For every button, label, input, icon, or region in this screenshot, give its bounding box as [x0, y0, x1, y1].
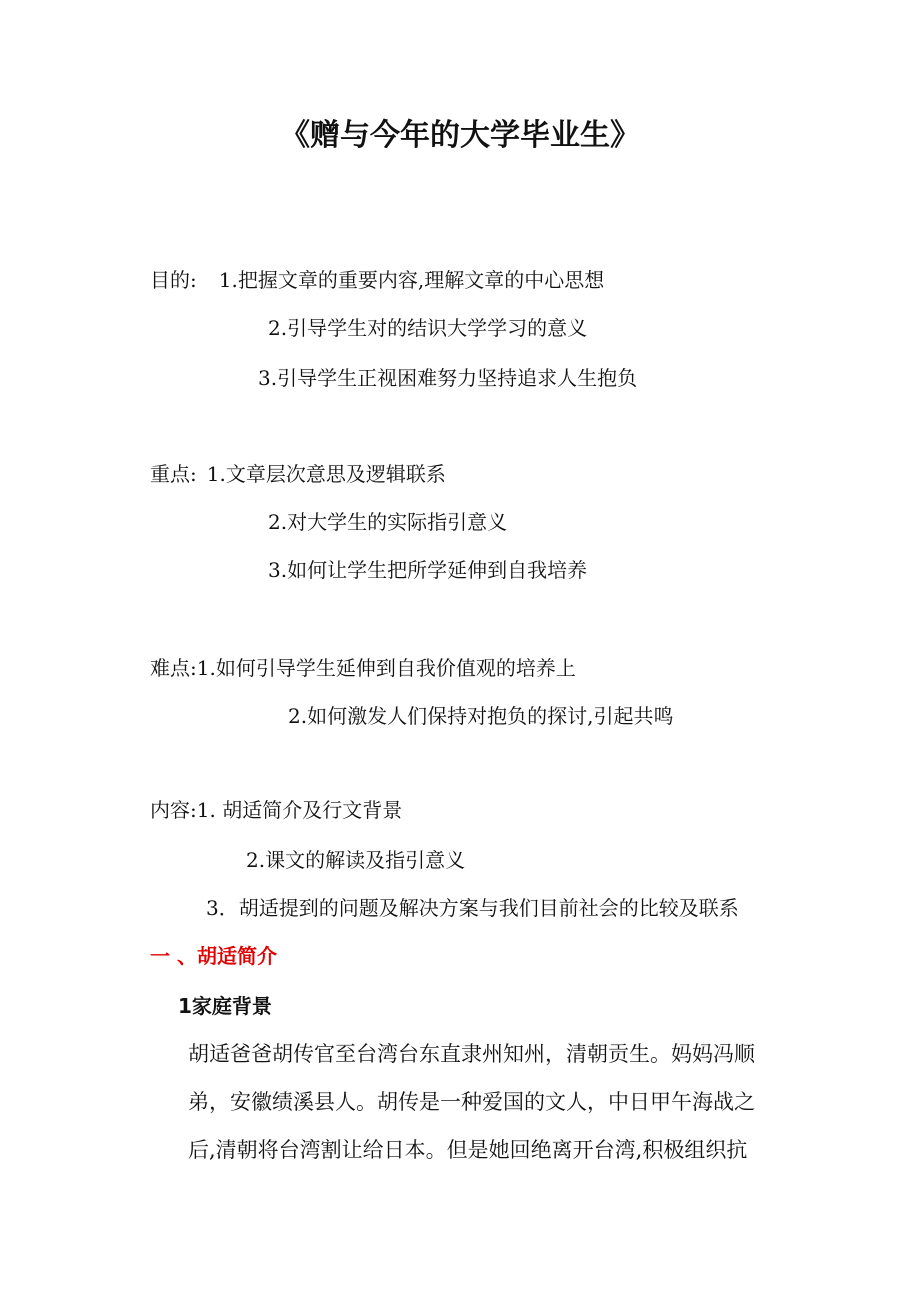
key-point-item-1: 1.文章层次意思及逻辑联系 [206, 462, 446, 486]
key-points-row-1 [150, 462, 446, 486]
paragraph-line-2: 弟，安徽绩溪县人。胡传是一种爱国的文人，中日甲午海战之 [188, 1090, 755, 1114]
objectives-label: 目的: [150, 268, 197, 292]
key-point-item-2: 2.对大学生的实际指引意义 [268, 510, 508, 534]
objective-item-1: 1.把握文章的重要内容,理解文章的中心思想 [218, 268, 605, 292]
objective-item-3: 3.引导学生正视困难努力坚持追求人生抱负 [258, 366, 638, 390]
content-row-1 [150, 798, 402, 822]
key-points-label: 重点: [150, 462, 197, 486]
content-item-2: 2.课文的解读及指引意义 [246, 848, 466, 872]
paragraph-line-3: 后,清朝将台湾割让给日本。但是她回绝离开台湾,积极组织抗 [188, 1138, 748, 1162]
content-item-3: 3．胡适提到的问题及解决方案与我们目前社会的比较及联系 [206, 896, 739, 920]
document-title: 《赠与今年的大学毕业生》 [280, 118, 640, 153]
difficulty-item-1: 1.如何引导学生延伸到自我价值观的培养上 [196, 656, 576, 680]
objective-item-2: 2.引导学生对的结识大学学习的意义 [268, 316, 588, 340]
paragraph-line-1: 胡适爸爸胡传官至台湾台东直隶州知州，清朝贡生。妈妈冯顺 [188, 1042, 755, 1066]
difficulties-label: 难点: [150, 656, 197, 680]
section-subheading: 1家庭背景 [178, 994, 272, 1018]
objectives-row-1 [150, 268, 604, 292]
difficulty-item-2: 2.如何激发人们保持对抱负的探讨,引起共鸣 [288, 704, 674, 728]
key-point-item-3: 3.如何让学生把所学延伸到自我培养 [268, 558, 588, 582]
content-label: 内容: [150, 798, 197, 822]
difficulties-row-1 [150, 656, 576, 680]
section-heading: 一 、胡适简介 [150, 944, 277, 968]
content-item-1: 1. 胡适简介及行文背景 [196, 798, 403, 822]
